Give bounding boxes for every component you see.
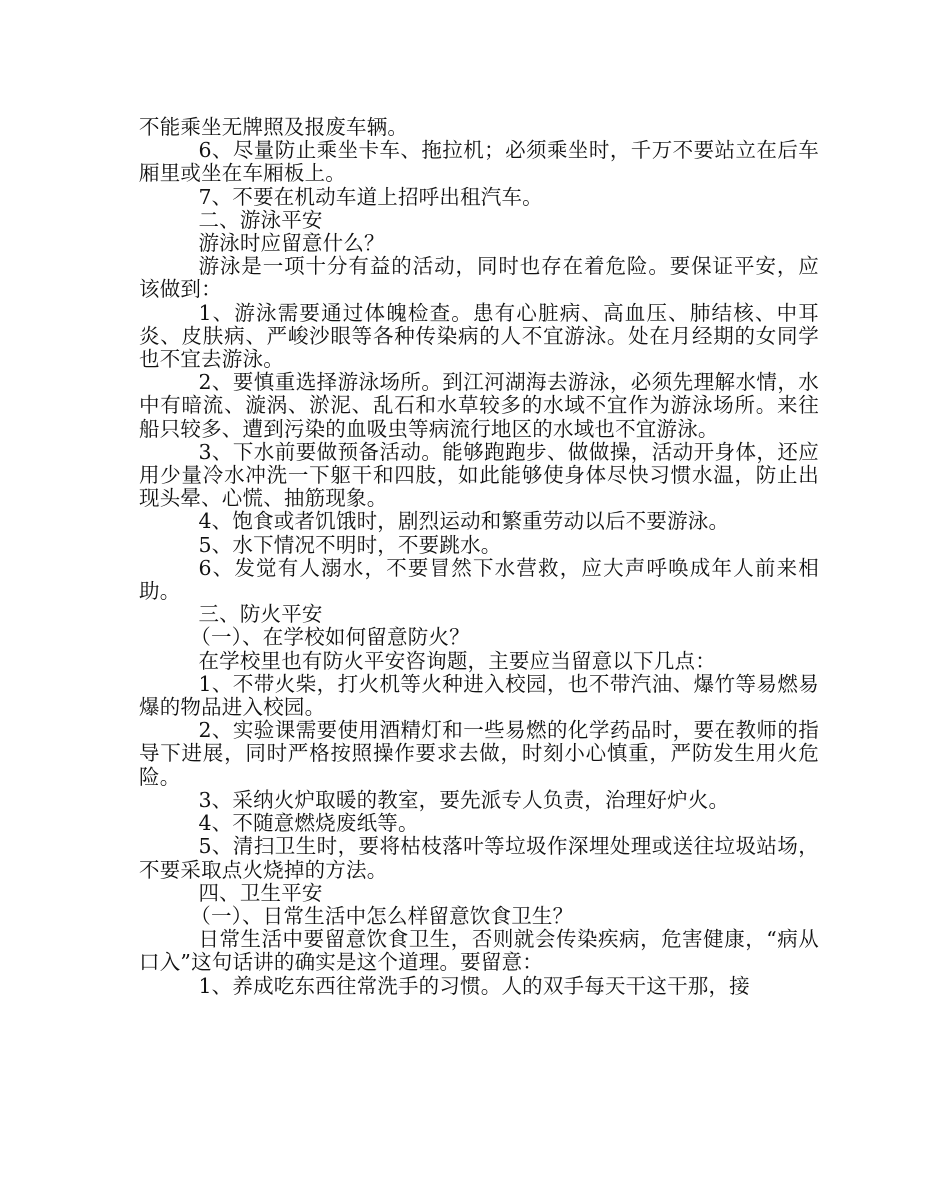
section-heading: 三、防火平安 xyxy=(198,602,323,627)
paragraph: 5、水下情况不明时，不要跳水。 xyxy=(198,532,502,557)
paragraph: 不能乘坐无牌照及报废车辆。 xyxy=(139,115,409,139)
paragraph: 6、尽量防止乘坐卡车、拖拉机；必须乘坐时，千万不要站立在后车厢里或坐在车厢板上。 xyxy=(139,138,819,186)
paragraph: 3、下水前要做预备活动。能够跑跑步、做做操，活动开身体，还应用少量冷水冲洗一下躯干和四肢，如此能够使身体尽快习惯水温，防止出现头晕、心慌、抽筋现象。 xyxy=(139,439,819,511)
document-body xyxy=(139,116,819,998)
paragraph: 3、采纳火炉取暖的教室，要先派专人负责，治理好炉火。 xyxy=(198,787,730,812)
paragraph: 2、实验课需要使用酒精灯和一些易燃的化学药品时，要在教师的指导下进展，同时严格按照操作要求去做，时刻小心慎重，严防发生用火危险。 xyxy=(139,718,819,789)
paragraph: 1、不带火柴，打火机等火种进入校园，也不带汽油、爆竹等易燃易爆的物品进入校园。 xyxy=(139,671,819,720)
paragraph: 1、养成吃东西往常洗手的习惯。人的双手每天干这干那，接 xyxy=(198,973,750,998)
paragraph: 游泳是一项十分有益的活动，同时也存在着危险。要保证平安，应该做到： xyxy=(139,254,819,302)
paragraph: 7、不要在机动车道上招呼出租汽车。 xyxy=(198,184,543,209)
paragraph: 4、不随意燃烧废纸等。 xyxy=(198,811,419,836)
paragraph: 4、饱食或者饥饿时，剧烈运动和繁重劳动以后不要游泳。 xyxy=(198,509,730,534)
paragraph: 1、游泳需要通过体魄检查。患有心脏病、高血压、肺结核、中耳炎、皮肤病、严峻沙眼等各种传染病的人不宜游泳。处在月经期的女同学也不宜去游泳。 xyxy=(139,300,819,372)
paragraph: 2、要慎重选择游泳场所。到江河湖海去游泳，必须先理解水情，水中有暗流、漩涡、淤泥、乱石和水草较多的水域不宜作为游泳场所。来往船只较多、遭到污染的血吸虫等病流行地区的水域也不宜游泳。 xyxy=(139,370,819,441)
paragraph: 6、发觉有人溺水，不要冒然下水营救，应大声呼唤成年人前来相助。 xyxy=(139,555,819,604)
section-heading: 二、游泳平安 xyxy=(198,207,323,232)
paragraph: 在学校里也有防火平安咨询题，主要应当留意以下几点： xyxy=(198,648,716,673)
paragraph: 游泳时应留意什么？ xyxy=(198,231,385,256)
subsection-heading: （一）、日常生活中怎么样留意饮食卫生？ xyxy=(190,903,574,928)
section-heading: 四、卫生平安 xyxy=(198,880,323,905)
paragraph: 5、清扫卫生时，要将枯枝落叶等垃圾作深埋处理或送往垃圾站场，不要采取点火烧掉的方法。 xyxy=(139,834,819,882)
paragraph: 日常生活中要留意饮食卫生，否则就会传染疾病，危害健康，“病从口入”这句话讲的确实是这个道理。要留意： xyxy=(139,927,819,975)
subsection-heading: （一）、在学校如何留意防火？ xyxy=(190,625,470,650)
